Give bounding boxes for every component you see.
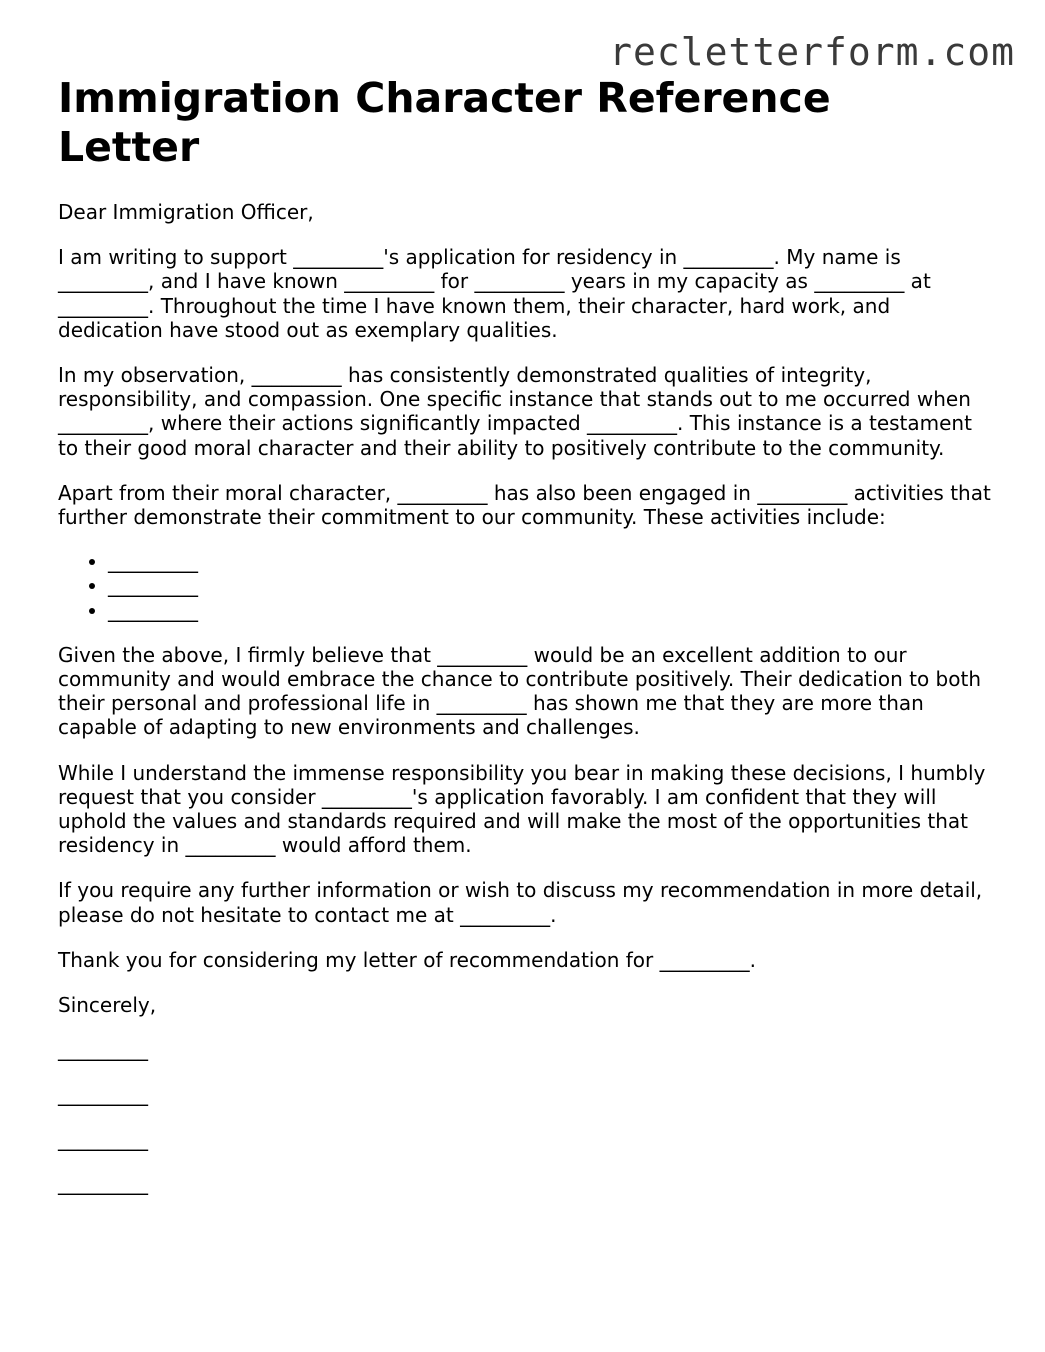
signature-line: _________ bbox=[58, 1081, 148, 1106]
paragraph-contact: If you require any further information or wish to discuss my recommendation in more detail, please do not hesitate to contact me at _________. bbox=[58, 878, 983, 927]
activity-item: • _________ bbox=[108, 549, 998, 573]
closing: Sincerely, bbox=[58, 993, 157, 1018]
activity-item: • _________ bbox=[108, 598, 998, 622]
site-watermark: recletterform.com bbox=[609, 30, 1015, 74]
activities-list bbox=[58, 549, 998, 622]
paragraph-thanks: Thank you for considering my letter of recommendation for _________. bbox=[58, 947, 756, 972]
paragraph-introduction: I am writing to support _________'s application for residency in _________. My name is _________, and I have known _________ for _________ years in my capacity as _________ at _________. Throughout the time I have known them, their character, hard work, and dedication have stood out as exemplary qualities. bbox=[58, 245, 931, 342]
paragraph-observation: In my observation, _________ has consistently demonstrated qualities of integrity, responsibility, and compassion. One specific instance that stands out to me occurred when _________, where their actions significantly impacted _________. This instance is a testament to their good moral character and their ability to positively contribute to the community. bbox=[58, 363, 972, 460]
signature-line: _________ bbox=[58, 1171, 148, 1196]
letter-title: Immigration Character Reference Letter bbox=[58, 74, 831, 171]
paragraph-request: While I understand the immense responsibility you bear in making these decisions, I humbly request that you consider _________'s application favorably. I am confident that they will uphold the values and standards required and will make the most of the opportunities that residency in _________ would afford them. bbox=[58, 760, 986, 858]
activity-item: • _________ bbox=[108, 573, 998, 597]
paragraph-activities-intro: Apart from their moral character, _________ has also been engaged in _________ activities that further demonstrate their commitment to our community. These activities include: bbox=[58, 480, 991, 530]
signature-line: _________ bbox=[58, 1126, 148, 1151]
salutation: Dear Immigration Officer, bbox=[58, 200, 314, 224]
letter-document bbox=[58, 74, 998, 1216]
signature-line: _________ bbox=[58, 1037, 148, 1062]
signature-block bbox=[58, 1037, 998, 1195]
paragraph-endorsement: Given the above, I firmly believe that _________ would be an excellent addition to our community and would embrace the chance to contribute positively. Their dedication to both their personal and professional life in _________ has shown me that they are more than capable of adapting to new environments and challenges. bbox=[58, 642, 981, 740]
